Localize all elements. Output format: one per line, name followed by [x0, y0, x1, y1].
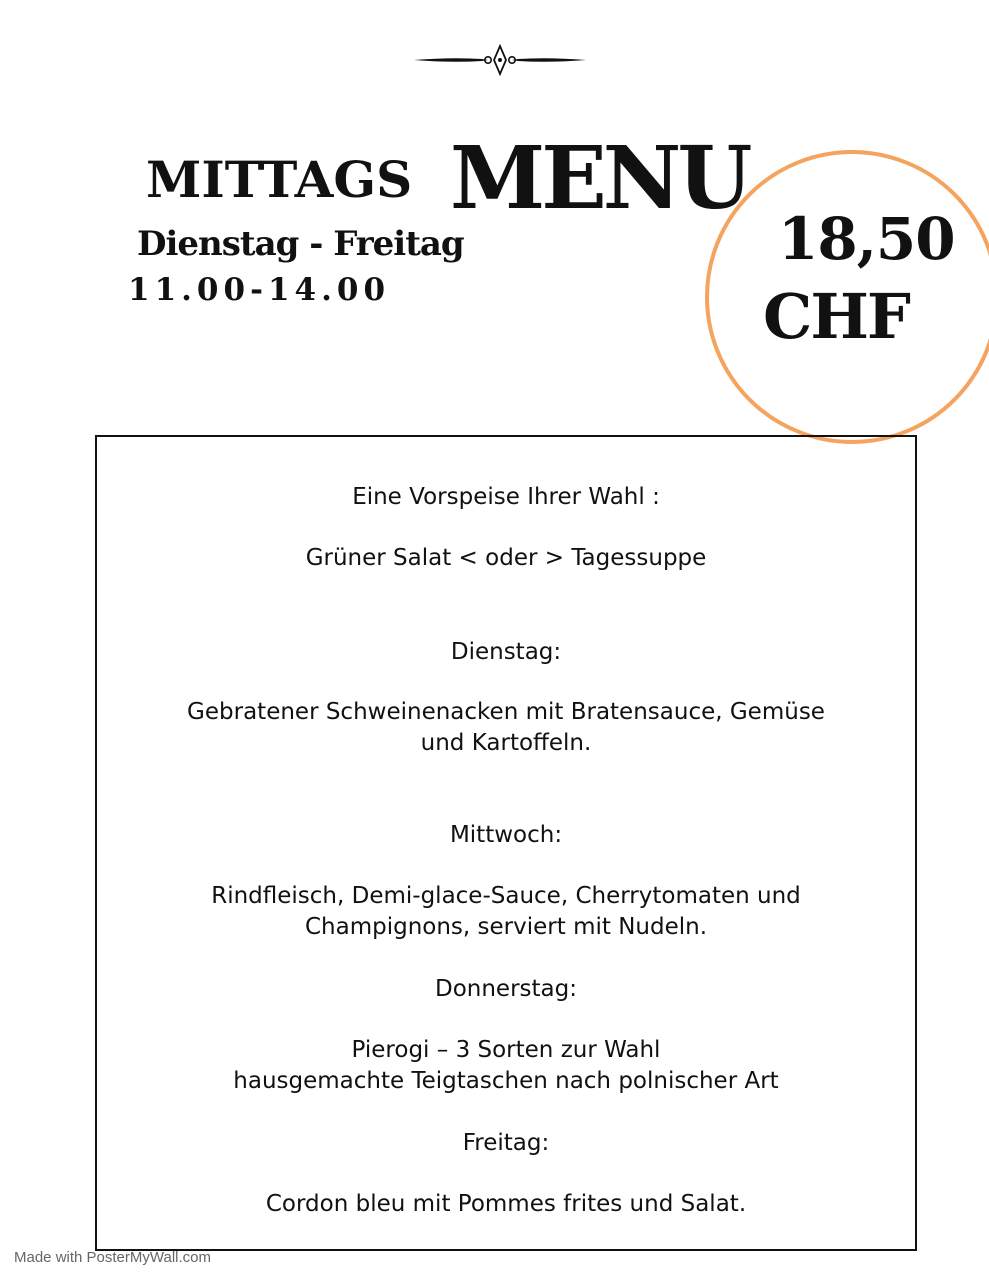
service-hours: 11.00-14.00 — [128, 272, 391, 308]
service-days: Dienstag - Freitag — [137, 224, 464, 264]
starter-options: Grüner Salat < oder > Tagessuppe — [305, 545, 707, 571]
dish-friday-line1: Cordon bleu mit Pommes frites und Salat. — [265, 1191, 747, 1217]
dish-tuesday-line2: und Kartoffeln. — [420, 730, 592, 756]
day-heading-thursday: Donnerstag: — [435, 976, 577, 1002]
dish-thursday-line1: Pierogi – 3 Sorten zur Wahl — [351, 1037, 661, 1063]
price-amount: 18,50 — [778, 205, 955, 273]
page-title: MENU — [450, 128, 749, 229]
title-prefix: MITTAGS — [146, 150, 413, 209]
day-heading-wednesday: Mittwoch: — [449, 822, 563, 848]
footer-credit-link[interactable]: Made with PosterMyWall.com — [14, 1249, 211, 1266]
day-heading-tuesday: Dienstag: — [450, 639, 562, 665]
day-heading-friday: Freitag: — [462, 1130, 550, 1156]
starter-heading: Eine Vorspeise Ihrer Wahl : — [352, 484, 660, 510]
dish-thursday-line2: hausgemachte Teigtaschen nach polnischer Art — [233, 1068, 779, 1094]
dish-tuesday-line1: Gebratener Schweinenacken mit Bratensauce, Gemüse — [187, 699, 825, 725]
dish-wednesday-line1: Rindfleisch, Demi-glace-Sauce, Cherrytomaten und — [211, 883, 801, 909]
dish-wednesday-line2: Champignons, serviert mit Nudeln. — [304, 914, 708, 940]
decorative-divider-icon — [412, 42, 588, 78]
price-currency: CHF — [763, 280, 909, 353]
